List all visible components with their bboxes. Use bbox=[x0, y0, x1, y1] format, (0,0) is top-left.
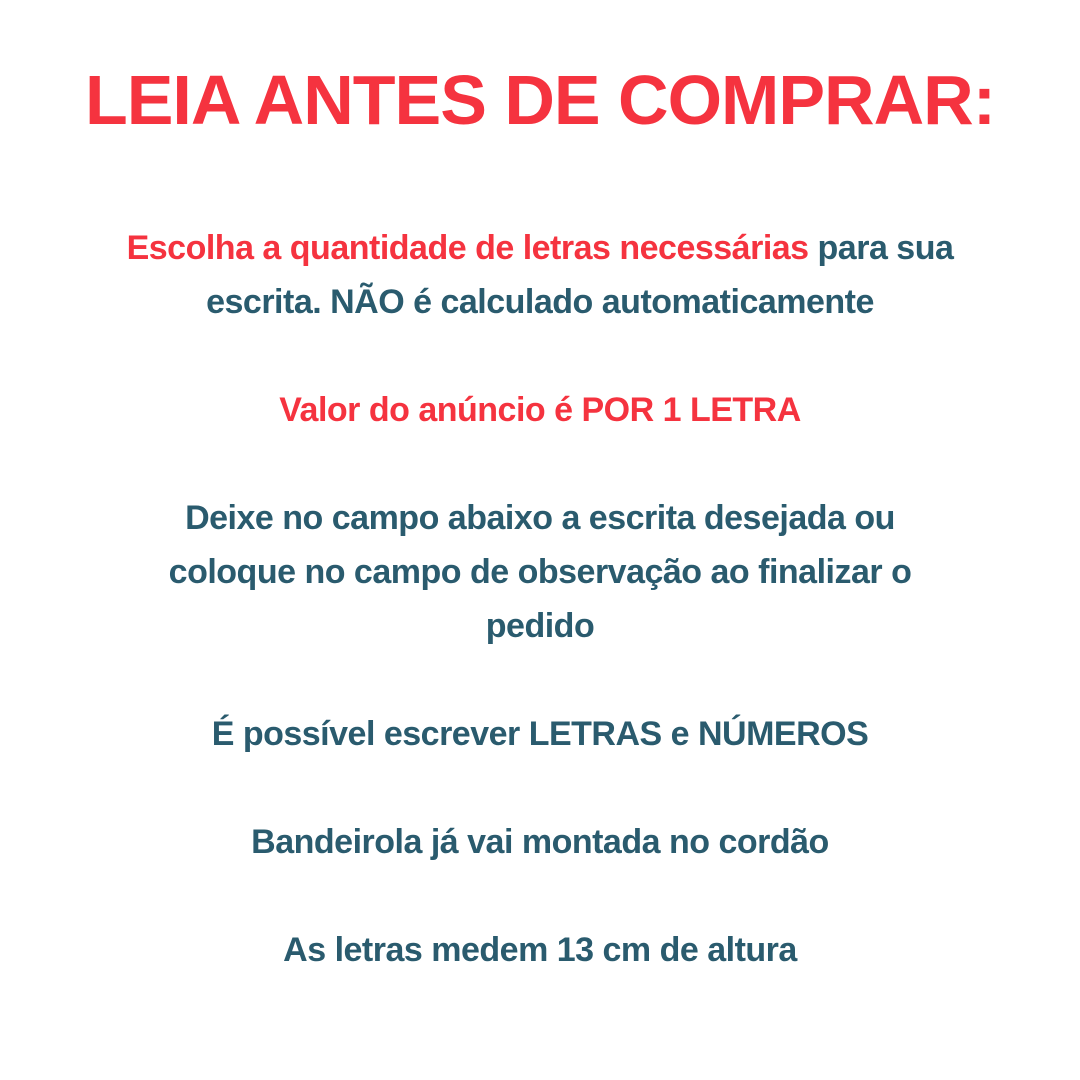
text-line bbox=[0, 923, 1080, 977]
text-segment: pedido bbox=[485, 607, 595, 645]
text-line bbox=[0, 545, 1080, 599]
text-segment: As letras medem 13 cm de altura bbox=[283, 931, 797, 969]
text-segment: para sua bbox=[808, 229, 954, 267]
text-line bbox=[0, 221, 1080, 275]
text-line bbox=[0, 707, 1080, 761]
paragraph-where-to-write bbox=[0, 491, 1080, 653]
notice-title: LEIA ANTES DE COMPRAR: bbox=[84, 61, 996, 139]
text-segment: Valor do anúncio é POR 1 LETRA bbox=[279, 391, 801, 429]
text-segment: coloque no campo de observação ao finalizar o bbox=[168, 553, 912, 591]
paragraph-quantity-warning bbox=[0, 221, 1080, 329]
paragraph-flag-assembled bbox=[0, 815, 1080, 869]
text-line bbox=[0, 491, 1080, 545]
text-segment: É possível escrever LETRAS e NÚMEROS bbox=[211, 715, 869, 753]
text-segment: Deixe no campo abaixo a escrita desejada ou bbox=[185, 499, 895, 537]
text-line bbox=[0, 275, 1080, 329]
text-line bbox=[0, 599, 1080, 653]
paragraph-letters-and-numbers bbox=[0, 707, 1080, 761]
text-line bbox=[0, 815, 1080, 869]
text-segment: Escolha a quantidade de letras necessárias bbox=[126, 229, 809, 267]
text-segment: Bandeirola já vai montada no cordão bbox=[251, 823, 829, 861]
paragraph-letter-height bbox=[0, 923, 1080, 977]
text-line bbox=[0, 383, 1080, 437]
paragraph-price-per-letter bbox=[0, 383, 1080, 437]
text-segment: escrita. NÃO é calculado automaticamente bbox=[206, 283, 874, 321]
notice-poster bbox=[0, 62, 1080, 1080]
